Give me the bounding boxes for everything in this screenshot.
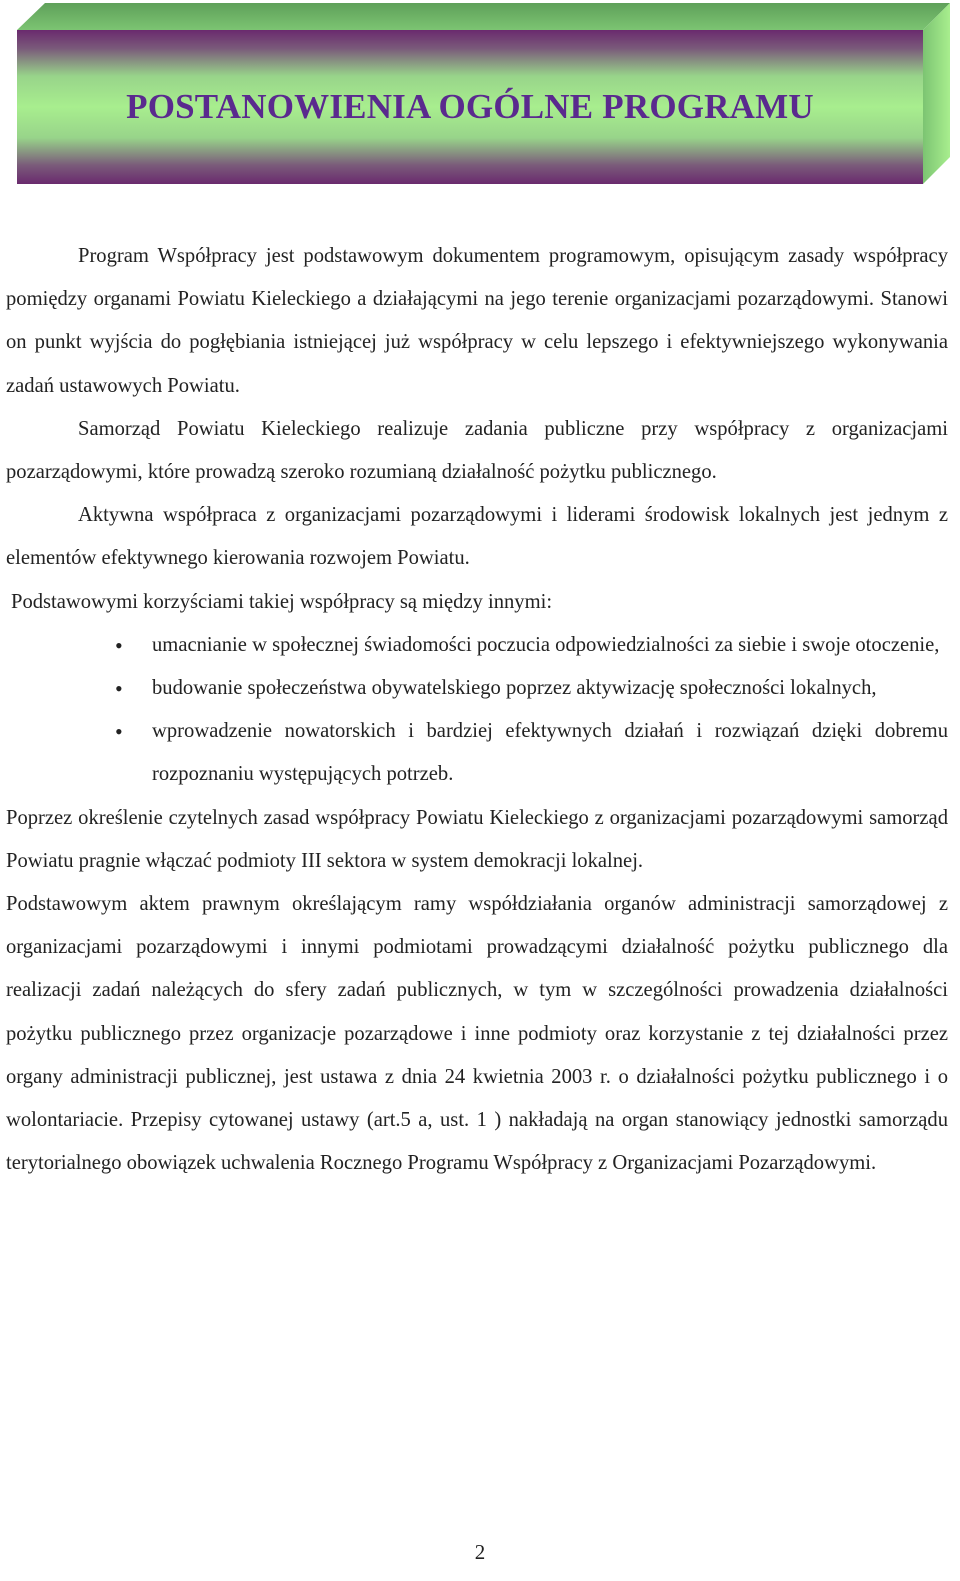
- bullet-icon: •: [115, 676, 123, 702]
- paragraph-legal-basis: Podstawowym aktem prawnym określającym ramy współdziałania organów administracji samorządowej z organizacjami pozarządowymi i innymi podmiotami prowadzącymi działalność pożytku publicznego dla realizacji zadań należących do sfery zadań publicznych, w tym w szczególności prowadzenia działalności pożytku publicznego przez organizacje pozarządowe i inne podmioty oraz korzystanie z tej działalności przez organy administracji publicznej, jest ustawa z dnia 24 kwietnia 2003 r. o działalności pożytku publicznego i o wolontariacie. Przepisy cytowanej ustawy (art.5 a, ust. 1 ) nakładają na organ stanowiący jednostki samorządu terytorialnego obowiązek uchwalenia Rocznego Programu Współpracy z Organizacjami Pozarządowymi.: [6, 893, 948, 1175]
- benefits-list: [6, 624, 948, 797]
- list-item-text: umacnianie w społecznej świadomości poczucia odpowiedzialności za siebie i swoje otoczenie,: [152, 633, 940, 656]
- paragraph-intro: Program Współpracy jest podstawowym dokumentem programowym, opisującym zasady współpracy pomiędzy organami Powiatu Kieleckiego a działającymi na jego terenie organizacjami pozarządowymi. Stanowi on punkt wyjścia do pogłębiania istniejącej już współpracy w celu lepszego i efektywniejszego wykonywania zadań ustawowych Powiatu.: [6, 245, 948, 397]
- header-banner: [0, 0, 960, 190]
- paragraph-clear-rules: Poprzez określenie czytelnych zasad współpracy Powiatu Kieleckiego z organizacjami pozarządowymi samorząd Powiatu pragnie włączać podmioty III sektora w system demokracji lokalnej.: [6, 806, 948, 872]
- banner-top-bevel: [17, 3, 950, 30]
- page-number: 2: [474, 1540, 486, 1564]
- list-item: [115, 624, 948, 667]
- list-item: [115, 710, 948, 796]
- banner-right-bevel: [923, 3, 950, 184]
- bullet-icon: •: [115, 719, 123, 745]
- page-title: POSTANOWIENIA OGÓLNE PROGRAMU: [126, 87, 814, 126]
- document-body: [6, 235, 948, 1185]
- list-item: [115, 667, 948, 710]
- paragraph-active-cooperation: Aktywna współpraca z organizacjami pozarządowymi i liderami środowisk lokalnych jest jednym z elementów efektywnego kierowania rozwojem Powiatu.: [6, 504, 948, 570]
- list-item-text: wprowadzenie nowatorskich i bardziej efektywnych działań i rozwiązań dzięki dobremu rozpoznaniu występujących potrzeb.: [152, 720, 948, 786]
- bullet-icon: •: [115, 632, 123, 658]
- paragraph-benefits-intro: Podstawowymi korzyściami takiej współpracy są między innymi:: [11, 590, 553, 613]
- paragraph-self-government: Samorząd Powiatu Kieleckiego realizuje zadania publiczne przy współpracy z organizacjami pozarządowymi, które prowadzą szeroko rozumianą działalność pożytku publicznego.: [6, 417, 948, 484]
- list-item-text: budowanie społeczeństwa obywatelskiego poprzez aktywizację społeczności lokalnych,: [152, 677, 877, 700]
